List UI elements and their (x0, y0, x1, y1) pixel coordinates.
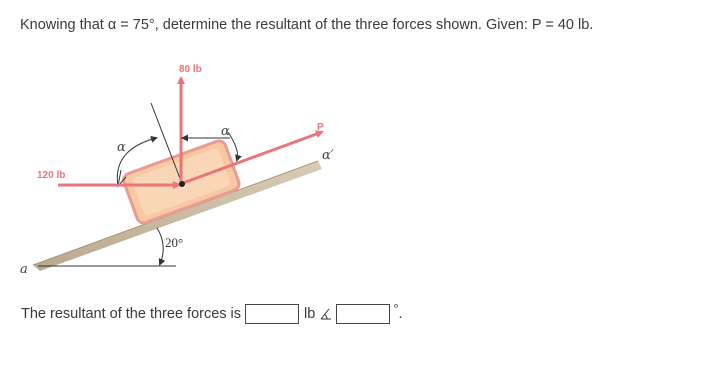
period: . (398, 306, 403, 322)
force-120lb-label: 120 lb (37, 170, 66, 181)
resultant-direction-input[interactable] (336, 304, 390, 324)
resultant-magnitude-input[interactable] (245, 304, 299, 324)
degree-symbol: ° (393, 301, 399, 316)
incline-end-label: a (20, 262, 28, 277)
application-point (179, 181, 185, 187)
force-80lb-label: 80 lb (179, 64, 202, 75)
alpha-prime-label: α′ (322, 148, 334, 163)
answer-row (21, 303, 403, 325)
answer-prefix: The resultant of the three forces is (21, 306, 242, 322)
incline-angle-label: 20° (165, 235, 184, 250)
unit-label: lb (304, 306, 316, 322)
incline-angle-arc (157, 228, 163, 264)
force-p-label: P (317, 122, 324, 133)
alpha-left-label: α (117, 140, 126, 155)
question-text: Knowing that α = 75°, determine the resultant of the three forces shown. Given: P = 40 lb. (20, 17, 594, 33)
alpha-top-label: α (221, 124, 230, 139)
angle-icon (320, 307, 332, 321)
